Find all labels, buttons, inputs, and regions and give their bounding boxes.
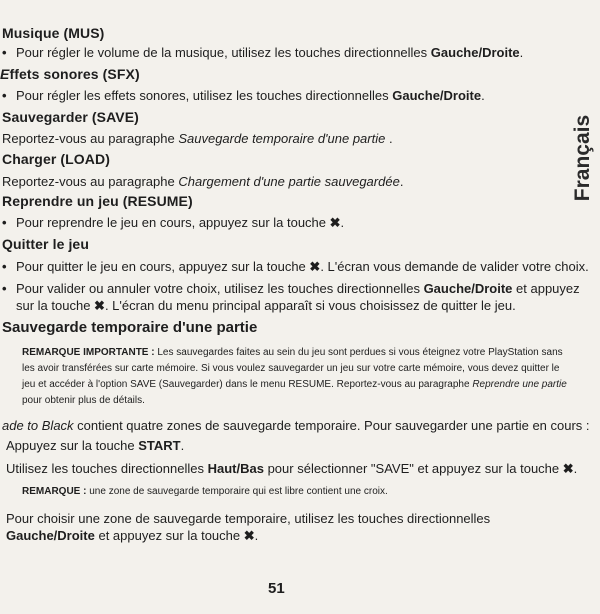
important-note-line-3: jeu et accéder à l'option SAVE (Sauvegarder) dans le menu RESUME. Reportez-vous au paragraphe Reprendre une partie xyxy=(22,379,567,390)
sfx-text: Pour régler les effets sonores, utilisez les touches directionnelles Gauche/Droite. xyxy=(16,88,485,103)
step-1: Appuyez sur la touche START. xyxy=(6,438,185,453)
important-note-line-4: pour obtenir plus de détails. xyxy=(22,395,145,406)
save-text: Reportez-vous au paragraphe Sauvegarde temporaire d'une partie . xyxy=(2,131,393,146)
cross-button-icon: ✖ xyxy=(329,215,341,230)
load-text: Reportez-vous au paragraphe Chargement d'une partie sauvegardée. xyxy=(2,174,404,189)
cross-button-icon: ✖ xyxy=(309,259,321,274)
step-3-line-1: Pour choisir une zone de sauvegarde temporaire, utilisez les touches directionnelles xyxy=(6,511,491,526)
important-note-line-1: REMARQUE IMPORTANTE : Les sauvegardes faites au sein du jeu sont perdues si vous éteignez votre PlayStation sans xyxy=(22,347,563,358)
bullet-icon: • xyxy=(2,88,7,103)
heading-save: Sauvegarder (SAVE) xyxy=(2,109,139,125)
important-note-line-2: les avoir transférées sur carte mémoire. Si vous voulez sauvegarder un jeu sur votre carte mémoire, vous devez quitter le xyxy=(22,363,560,374)
step-2: Utilisez les touches directionnelles Haut/Bas pour sélectionner "SAVE" et appuyez sur la touche ✖. xyxy=(6,461,578,476)
music-text: Pour régler le volume de la musique, utilisez les touches directionnelles Gauche/Droite. xyxy=(16,45,524,60)
bullet-icon: • xyxy=(2,45,7,60)
bullet-icon: • xyxy=(2,281,7,296)
bullet-icon: • xyxy=(2,259,7,274)
language-side-tab xyxy=(566,108,600,208)
cross-button-icon: ✖ xyxy=(94,298,105,313)
cross-button-icon: ✖ xyxy=(243,528,255,543)
remark: REMARQUE : une zone de sauvegarde temporaire qui est libre contient une croix. xyxy=(22,486,388,497)
heading-quit: Quitter le jeu xyxy=(2,236,89,252)
resume-text: Pour reprendre le jeu en cours, appuyez sur la touche ✖. xyxy=(16,215,345,230)
bullet-icon: • xyxy=(2,215,7,230)
language-label: Français xyxy=(571,114,595,202)
section-heading-temp-save: Sauvegarde temporaire d'une partie xyxy=(2,319,258,336)
heading-sfx: Effets sonores (SFX) xyxy=(0,66,140,82)
step-3-line-2: Gauche/Droite et appuyez sur la touche ✖. xyxy=(6,528,259,543)
quit-text-1: Pour quitter le jeu en cours, appuyez sur la touche ✖. L'écran vous demande de valider votre choix. xyxy=(16,259,589,274)
heading-music: Musique (MUS) xyxy=(2,25,105,41)
temp-save-intro: ade to Black contient quatre zones de sauvegarde temporaire. Pour sauvegarder une partie en cours : xyxy=(2,418,590,433)
page-number: 51 xyxy=(268,580,285,597)
heading-resume: Reprendre un jeu (RESUME) xyxy=(2,193,193,209)
quit-text-2: Pour valider ou annuler votre choix, utilisez les touches directionnelles Gauche/Droite et appuyez xyxy=(16,281,580,296)
heading-load: Charger (LOAD) xyxy=(2,151,110,167)
cross-button-icon: ✖ xyxy=(562,461,574,476)
quit-text-3: sur la touche ✖. L'écran du menu principal apparaît si vous choisissez de quitter le jeu. xyxy=(16,298,516,313)
